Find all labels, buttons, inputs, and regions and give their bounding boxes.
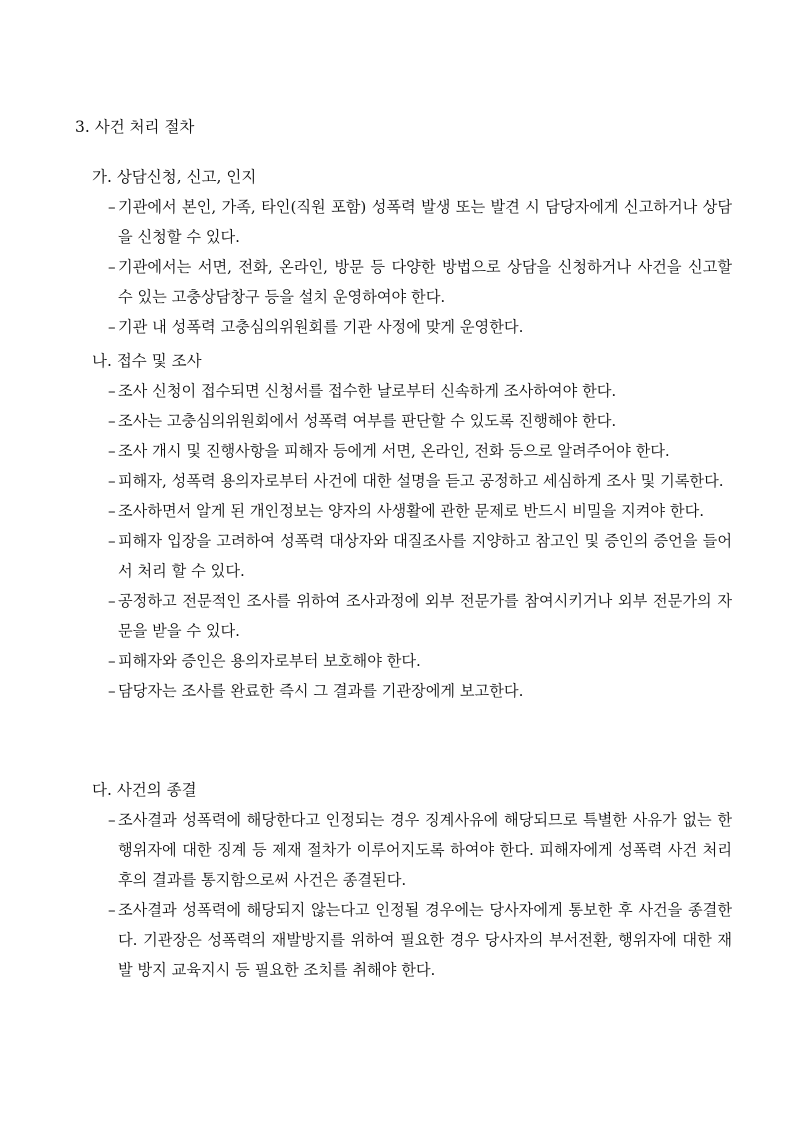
list-item xyxy=(92,676,732,706)
bullet-dash: – xyxy=(108,382,116,400)
bullet-dash: – xyxy=(108,472,116,490)
list-item-text: 기관에서는 서면, 전화, 온라인, 방문 등 다양한 방법으로 상담을 신청하거나 사건을 신고할 수 있는 고충상담창구 등을 설치 운영하여야 한다. xyxy=(118,258,732,306)
section-case-closure xyxy=(92,779,732,985)
list-item-text: 조사하면서 알게 된 개인정보는 양자의 사생활에 관한 문제로 반드시 비밀을 지켜야 한다. xyxy=(118,502,705,520)
section-heading: 가. 상담신청, 신고, 인지 xyxy=(92,168,257,186)
bullet-dash: – xyxy=(108,412,116,430)
list-item-text: 조사결과 성폭력에 해당되지 않는다고 인정될 경우에는 당사자에게 통보한 후 사건을 종결한다. 기관장은 성폭력의 재발방지를 위하여 필요한 경우 당사자의 부서전환, 행위자에 대한 재발 방지 교육지시 등 필요한 조치를 취해야 한다. xyxy=(118,901,732,979)
list-item xyxy=(92,436,732,466)
document-title: 3. 사건 처리 절차 xyxy=(75,118,195,136)
bullet-dash: – xyxy=(108,532,116,550)
list-item xyxy=(92,496,732,526)
list-item xyxy=(92,376,732,406)
section-investigation xyxy=(92,350,732,706)
section-heading: 다. 사건의 종결 xyxy=(92,781,197,799)
list-item xyxy=(92,192,732,252)
bullet-dash: – xyxy=(108,442,116,460)
bullet-dash: – xyxy=(108,318,116,336)
list-item-text: 조사 신청이 접수되면 신청서를 접수한 날로부터 신속하게 조사하여야 한다. xyxy=(118,382,617,400)
list-item-text: 조사 개시 및 진행사항을 피해자 등에게 서면, 온라인, 전화 등으로 알려주어야 한다. xyxy=(118,442,670,460)
list-item-text: 피해자, 성폭력 용의자로부터 사건에 대한 설명을 듣고 공정하고 세심하게 조사 및 기록한다. xyxy=(118,472,724,490)
list-item-text: 피해자 입장을 고려하여 성폭력 대상자와 대질조사를 지양하고 참고인 및 증인의 증언을 들어서 처리 할 수 있다. xyxy=(118,532,732,580)
list-item-text: 기관 내 성폭력 고충심의위원회를 기관 사정에 맞게 운영한다. xyxy=(118,318,524,336)
bullet-dash: – xyxy=(108,592,116,610)
list-item xyxy=(92,252,732,312)
list-item xyxy=(92,406,732,436)
list-item-text: 기관에서 본인, 가족, 타인(직원 포함) 성폭력 발생 또는 발견 시 담당자에게 신고하거나 상담을 신청할 수 있다. xyxy=(118,198,732,246)
section-consultation xyxy=(92,166,732,342)
list-item xyxy=(92,646,732,676)
list-item xyxy=(92,586,732,646)
list-item xyxy=(92,895,732,985)
list-item xyxy=(92,526,732,586)
bullet-dash: – xyxy=(108,682,116,700)
list-item-text: 공정하고 전문적인 조사를 위하여 조사과정에 외부 전문가를 참여시키거나 외부 전문가의 자문을 받을 수 있다. xyxy=(118,592,732,640)
list-item xyxy=(92,805,732,895)
list-item xyxy=(92,466,732,496)
list-item-text: 피해자와 증인은 용의자로부터 보호해야 한다. xyxy=(118,652,421,670)
bullet-dash: – xyxy=(108,811,116,829)
list-item-text: 조사결과 성폭력에 해당한다고 인정되는 경우 징계사유에 해당되므로 특별한 사유가 없는 한 행위자에 대한 징계 등 제재 절차가 이루어지도록 하여야 한다. 피해자에게 성폭력 사건 처리 후의 결과를 통지함으로써 사건은 종결된다. xyxy=(118,811,732,889)
list-item-text: 조사는 고충심의위원회에서 성폭력 여부를 판단할 수 있도록 진행해야 한다. xyxy=(118,412,617,430)
bullet-dash: – xyxy=(108,901,116,919)
bullet-dash: – xyxy=(108,198,116,216)
list-item xyxy=(92,312,732,342)
bullet-dash: – xyxy=(108,502,116,520)
bullet-dash: – xyxy=(108,652,116,670)
section-heading: 나. 접수 및 조사 xyxy=(92,352,202,370)
list-item-text: 담당자는 조사를 완료한 즉시 그 결과를 기관장에게 보고한다. xyxy=(118,682,524,700)
bullet-dash: – xyxy=(108,258,116,276)
